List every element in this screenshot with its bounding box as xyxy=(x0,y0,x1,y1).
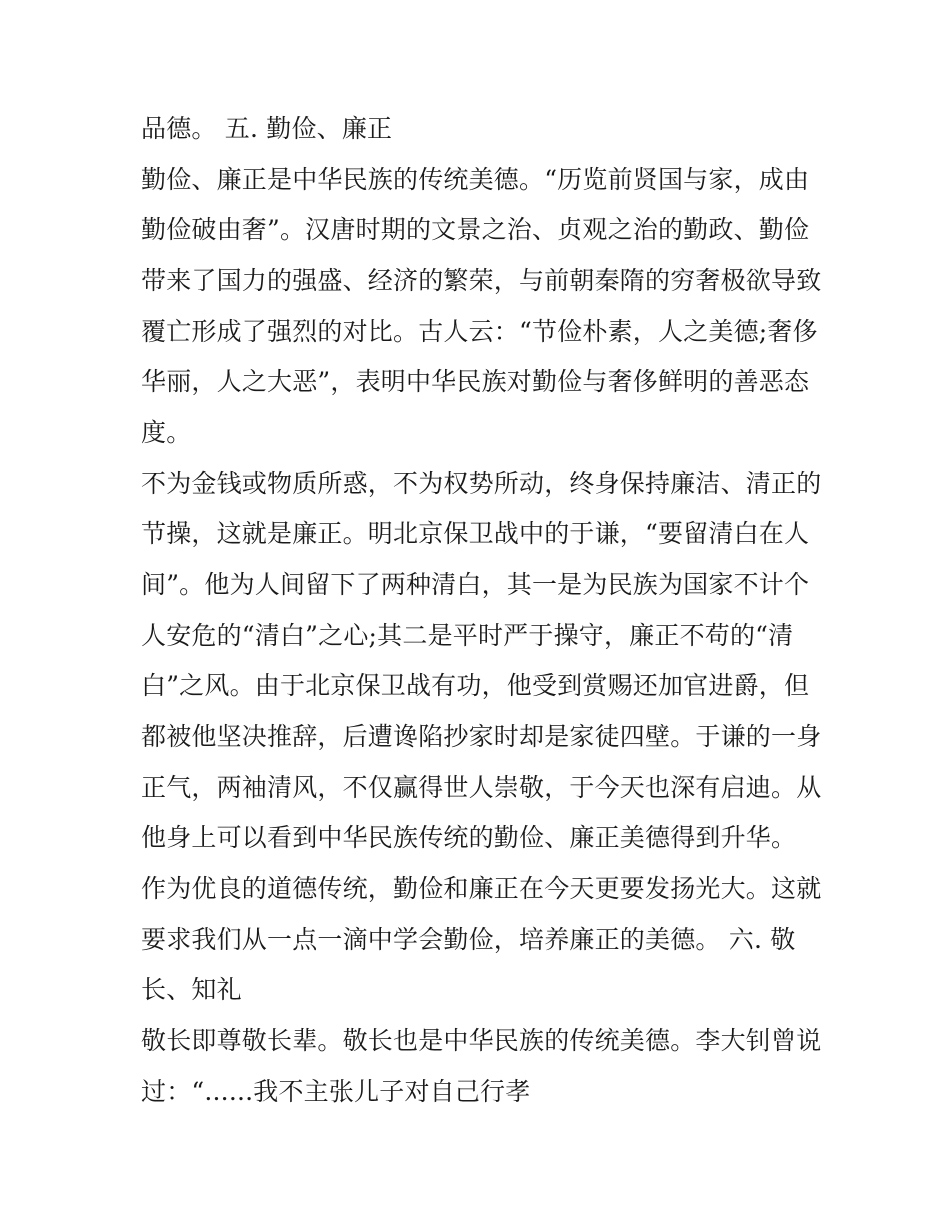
text-line: 覆亡形成了强烈的对比。古人云：“节俭朴素，人之美德;奢侈 xyxy=(141,317,818,346)
text-line: 正气，两袖清风，不仅赢得世人崇敬，于今天也深有启迪。从 xyxy=(141,773,822,802)
text-line: 间”。他为人间留下了两种清白，其一是为民族为国家不计个 xyxy=(141,570,810,599)
text-line: 人安危的“清白”之心;其二是平时严于操守，廉正不苟的“清 xyxy=(141,621,794,650)
text-line: 品德。 五. 勤俭、廉正 xyxy=(141,114,393,143)
text-line: 华丽，人之大恶”，表明中华民族对勤俭与奢侈鲜明的善恶态 xyxy=(141,367,810,396)
text-line: 勤俭、廉正是中华民族的传统美德。“历览前贤国与家，成由 xyxy=(141,165,810,194)
text-line: 过：“......我不主张儿子对自己行孝 xyxy=(141,1077,531,1106)
text-line: 白”之风。由于北京保卫战有功，他受到赏赐还加官进爵，但 xyxy=(141,671,810,700)
text-line: 不为金钱或物质所惑，不为权势所动，终身保持廉洁、清正的 xyxy=(141,469,822,498)
text-line: 度。 xyxy=(141,418,192,447)
text-line: 长、知礼 xyxy=(141,975,242,1004)
text-line: 要求我们从一点一滴中学会勤俭，培养廉正的美德。 六. 敬 xyxy=(141,925,796,954)
text-line: 敬长即尊敬长辈。敬长也是中华民族的传统美德。李大钊曾说 xyxy=(141,1026,822,1055)
text-line: 都被他坚决推辞，后遭谗陷抄家时却是家徒四壁。于谦的一身 xyxy=(141,722,822,751)
text-line: 勤俭破由奢”。汉唐时期的文景之治、贞观之治的勤政、勤俭 xyxy=(141,215,810,244)
text-line: 作为优良的道德传统，勤俭和廉正在今天更要发扬光大。这就 xyxy=(141,874,822,903)
text-line: 节操，这就是廉正。明北京保卫战中的于谦，“要留清白在人 xyxy=(141,519,810,548)
text-line: 他身上可以看到中华民族传统的勤俭、廉正美德得到升华。 xyxy=(141,823,797,852)
text-line: 带来了国力的强盛、经济的繁荣，与前朝秦隋的穷奢极欲导致 xyxy=(141,266,822,295)
